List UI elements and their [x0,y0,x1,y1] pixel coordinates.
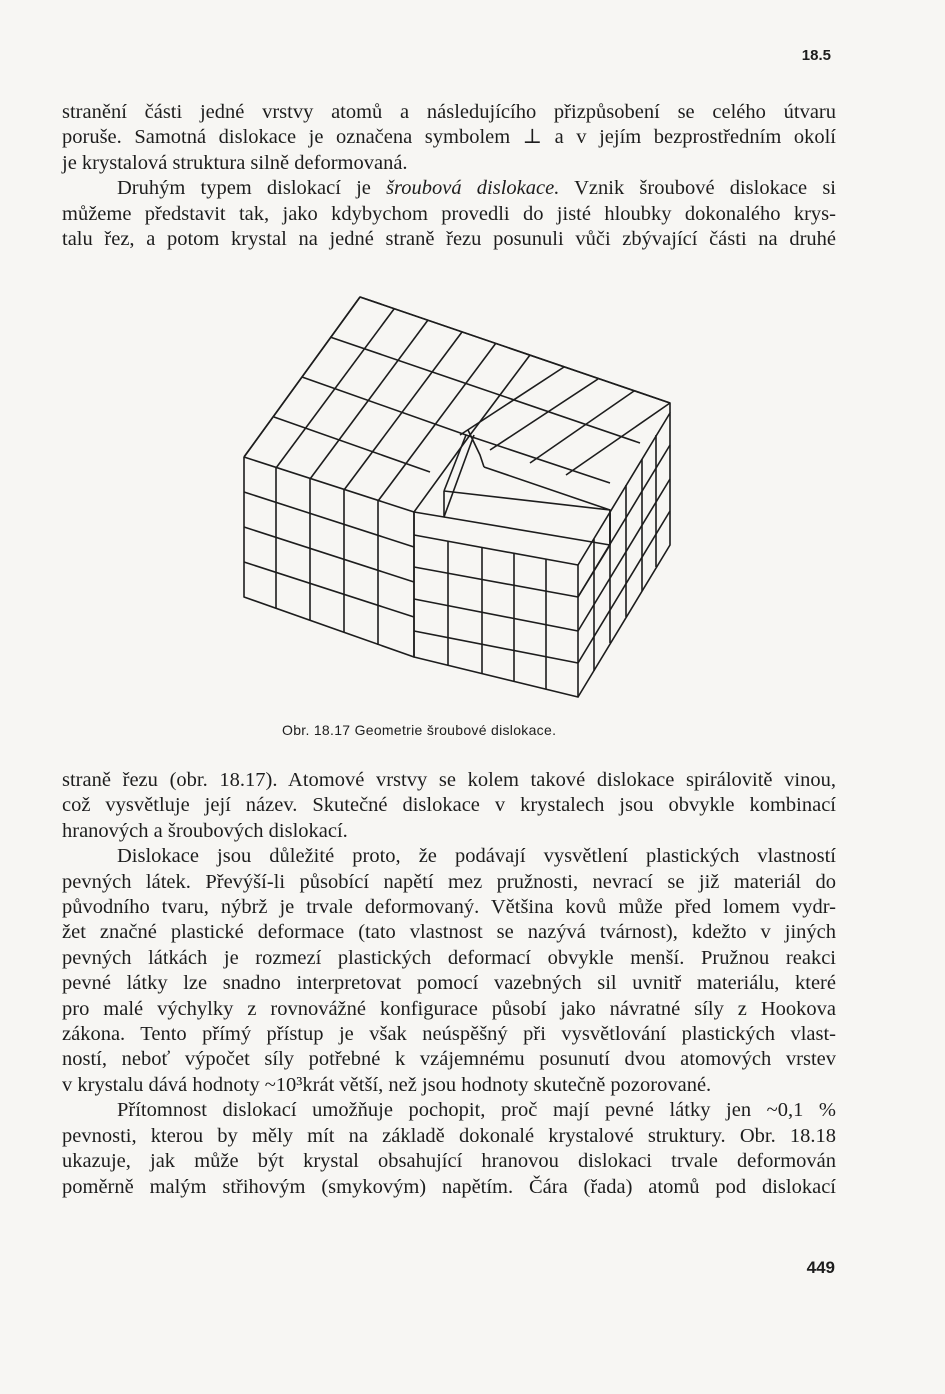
text-line: ukazuje, jak může být krystal obsahující hranovou dislokaci trvale deformován [62,1150,836,1173]
text-line: Druhým typem dislokací je šroubová dislokace. Vznik šroubové dislokace si [117,177,836,200]
text-line: je krystalová struktura silně deformovaná. [62,151,408,174]
text-line: můžeme představit tak, jako kdybychom provedli do jisté hloubky dokonalého krys- [62,202,836,225]
text-line: stranění části jedné vrstvy atomů a následujícího přizpůsobení se celého útvaru [62,101,836,123]
text-line: Dislokace jsou důležité proto, že podávají vysvětlení plastických vlastností [117,845,836,868]
text-line: pevnosti, kterou by měly mít na základě dokonalé krystalové struktury. Obr. 18.18 [62,1124,836,1147]
text-line: ností, neboť výpočet síly potřebné k vzájemnému posunutí dvou atomových vrstev [62,1048,836,1071]
section-number: 18.5 [801,47,831,64]
bottom-text [62,768,836,1200]
text-line: Přítomnost dislokací umožňuje pochopit, proč mají pevné látky jen ~0,1 % [117,1099,836,1122]
text-line: pevných látek. Převýší-li působící napětí mez pružnosti, nevrací se již materiál do [62,870,836,893]
text-line: straně řezu (obr. 18.17). Atomové vrstvy se kolem takové dislokace spirálovitě vinou, [62,769,836,791]
text-line: poměrně malým střihovým (smykovým) napětím. Čára (řada) atomů pod dislokací [62,1175,836,1198]
figure-caption: Obr. 18.17 Geometrie šroubové dislokace. [282,722,557,738]
text-line: což vysvětluje její název. Skutečné dislokace v krystalech jsou obvykle kombinací [62,794,836,817]
text-line: pevných látkách je rozmezí plastických deformací obvykle menší. Pružnou reakci [62,946,836,969]
crystal-grid-drawing [230,285,690,705]
text-line: talu řez, a potom krystal na jedné straně řezu posunuli vůči zbývající části na druhé [62,228,836,251]
term-screw-dislocation: šroubová dislokace. [386,177,560,200]
top-text [62,100,836,252]
text-line: žet značné plastické deformace (tato vlastnost se nazývá tvárnost), kdežto v jiných [62,921,836,944]
text-line: původního tvaru, nýbrž je trvale deformovaný. Většina kovů může před lomem vydr- [62,896,836,919]
text-line: pro malé výchylky z rovnovážné konfigurace působí jako návratné síly z Hookova [62,997,836,1020]
text-line: poruše. Samotná dislokace je označena symbolem ⊥ a v jejím bezprostředním okolí [62,126,836,149]
text-line: zákona. Tento přímý přístup je však neúspěšný při vysvětlování plastických vlast- [62,1023,836,1046]
text-line: hranových a šroubových dislokací. [62,819,348,842]
text-line: v krystalu dává hodnoty ~10³krát větší, než jsou hodnoty skutečně pozorované. [62,1073,712,1096]
text-line: pevné látky lze snadno interpretovat pomocí vazebných sil uvnitř materiálu, které [62,972,836,995]
screw-dislocation-figure [230,285,690,705]
page-number: 449 [806,1258,835,1277]
